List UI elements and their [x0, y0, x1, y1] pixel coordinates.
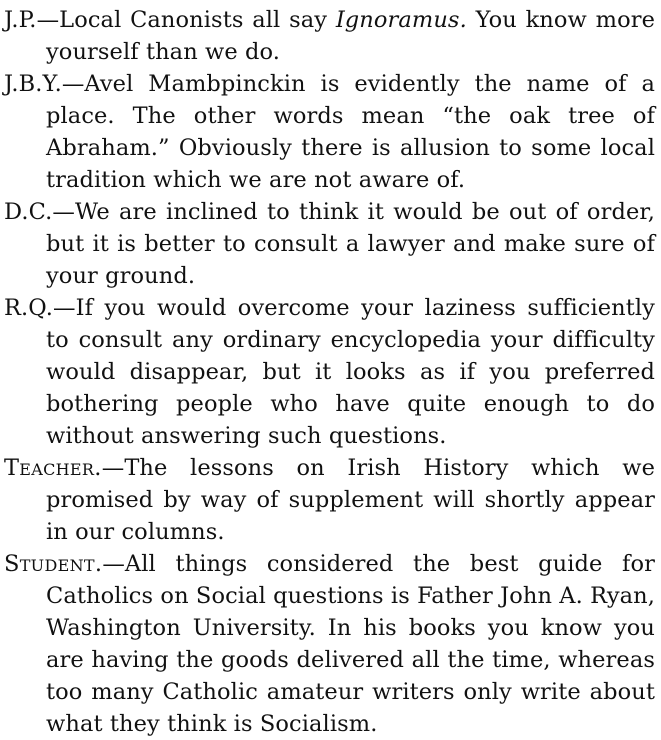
answer-jby	[4, 68, 655, 196]
answer-teacher	[4, 452, 655, 548]
answer-rq	[4, 292, 655, 452]
answer-text: —We are inclined to think it would be out of order, but it is better to consult a lawyer and make sure of your ground.	[46, 199, 655, 289]
answer-jp	[4, 4, 655, 68]
correspondent-initials: D.C.	[4, 199, 53, 225]
answer-text-continued: You know more yourself than we do.	[46, 7, 655, 65]
correspondent-name: Teacher.	[4, 455, 102, 481]
answer-text: —Local Canonists all say	[36, 7, 336, 33]
answer-emphasis: Ignoramus.	[335, 7, 467, 33]
answer-student	[4, 548, 655, 740]
answer-text: —The lessons on Irish History which we promised by way of supplement will shortly appear in our columns.	[46, 455, 655, 545]
correspondent-name: Student.	[4, 551, 103, 577]
answer-text: —All things considered the best guide for Catholics on Social questions is Father John A. Ryan, Washington University. In his books you know you are having the goods delivered all the time, whereas too many Catholic amateur writers only write about what they think is Socialism.	[46, 551, 655, 737]
answer-text: —Avel Mambpinckin is evidently the name of a place. The other words mean “the oak tree of Abraham.” Obviously there is allusion to some local tradition which we are not aware of.	[46, 71, 655, 193]
correspondent-initials: J.B.Y.	[4, 71, 62, 97]
answer-dc	[4, 196, 655, 292]
correspondent-initials: J.P.	[4, 7, 37, 33]
answer-text: —If you would overcome your laziness sufficiently to consult any ordinary encyclopedia your difficulty would disappear, but it looks as if you preferred bothering people who have quite enough to do without answering such questions.	[46, 295, 655, 449]
correspondent-initials: R.Q.	[4, 295, 53, 321]
